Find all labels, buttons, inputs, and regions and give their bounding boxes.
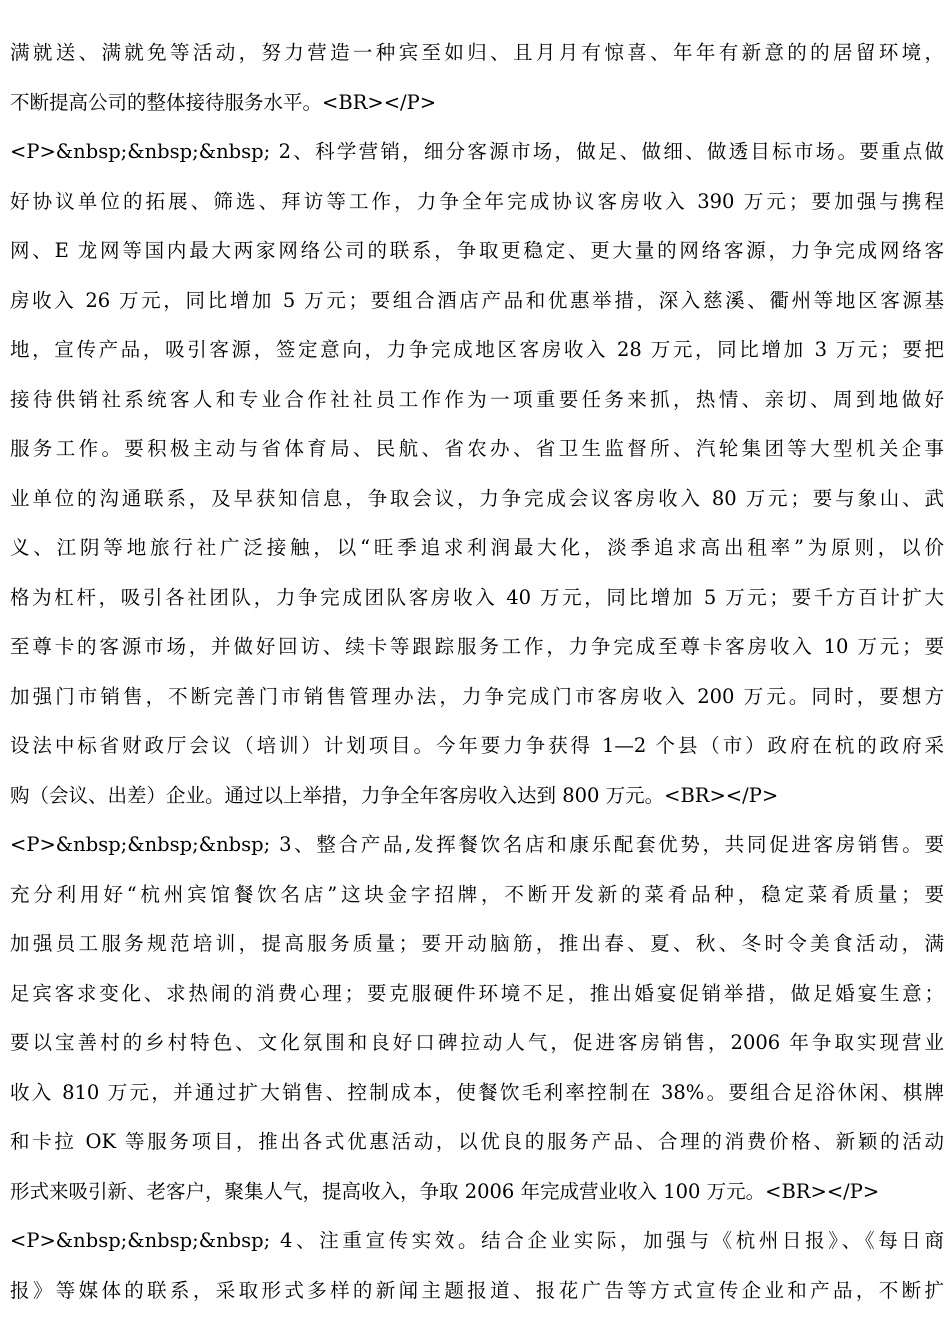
text-line: 和卡拉 OK 等服务项目，推出各式优惠活动，以优良的服务产品、合理的消费价格、新颖的活动 [10,1130,944,1153]
text-line: 不断提高公司的整体接待服务水平。<BR></P> [10,90,437,114]
text-line: 加强门市销售，不断完善门市销售管理办法，力争完成门市客房收入 200 万元。同时，要想方 [10,684,944,708]
text-line: 报》等媒体的联系，采取形式多样的新闻主题报道、报花广告等方式宣传企业和产品，不断扩 [10,1278,944,1302]
text-line: 购（会议、出差）企业。通过以上举措，力争全年客房收入达到 800 万元。<BR></P> [10,783,779,807]
text-line: 地，宣传产品，吸引客源，签定意向，力争完成地区客房收入 28 万元，同比增加 3 万元；要把 [10,338,944,361]
text-line: 服务工作。要积极主动与省体育局、民航、省农办、省卫生监督所、汽轮集团等大型机关企事 [10,437,944,460]
text-line: 满就送、满就免等活动，努力营造一种宾至如归、且月月有惊喜、年年有新意的的居留环境， [10,41,944,64]
text-line: 要以宝善村的乡村特色、文化氛围和良好口碑拉动人气，促进客房销售，2006 年争取实现营业 [10,1031,944,1054]
text-line: 足宾客求变化、求热闹的消费心理；要克服硬件环境不足，推出婚宴促销举措，做足婚宴生意； [10,981,944,1005]
text-line: 网、E 龙网等国内最大两家网络公司的联系，争取更稳定、更大量的网络客源，力争完成网络客 [10,239,944,262]
text-line: <P>&nbsp;&nbsp;&nbsp; 4、注重宣传实效。结合企业实际，加强与《杭州日报》、《每日商 [10,1229,944,1252]
text-line: 房收入 26 万元，同比增加 5 万元；要组合酒店产品和优惠举措，深入慈溪、衢州等地区客源基 [10,288,944,312]
text-line: 接待供销社系统客人和专业合作社社员工作作为一项重要任务来抓，热情、亲切、周到地做好 [10,387,944,411]
text-line: 好协议单位的拓展、筛选、拜访等工作，力争全年完成协议客房收入 390 万元；要加强与携程 [10,189,944,213]
text-line: 加强员工服务规范培训，提高服务质量；要开动脑筋，推出春、夏、秋、冬时令美食活动，满 [10,932,944,955]
text-line: 充分利用好“杭州宾馆餐饮名店”这块金字招牌，不断开发新的菜肴品种，稳定菜肴质量；要 [10,882,944,906]
text-line: 收入 810 万元，并通过扩大销售、控制成本，使餐饮毛利率控制在 38%。要组合足浴休闲、棋牌 [10,1080,944,1104]
text-line: <P>&nbsp;&nbsp;&nbsp; 3、整合产品,发挥餐饮名店和康乐配套优势，共同促进客房销售。要 [10,833,944,856]
text-line: 义、江阴等地旅行社广泛接触，以“旺季追求利润最大化，淡季追求高出租率”为原则，以价 [10,536,944,559]
text-line: 至尊卡的客源市场，并做好回访、续卡等跟踪服务工作，力争完成至尊卡客房收入 10 万元；要 [10,635,944,658]
text-line: 格为杠杆，吸引各社团队，力争完成团队客房收入 40 万元，同比增加 5 万元；要千方百计扩大 [10,585,944,609]
text-line: 形式来吸引新、老客户，聚集人气，提高收入，争取 2006 年完成营业收入 100 万元。<BR></P> [10,1179,880,1203]
text-line: 业单位的沟通联系，及早获知信息，争取会议，力争完成会议客房收入 80 万元；要与象山、武 [10,486,944,510]
text-line: <P>&nbsp;&nbsp;&nbsp; 2、科学营销，细分客源市场，做足、做细、做透目标市场。要重点做 [10,140,944,163]
text-line: 设法中标省财政厅会议（培训）计划项目。今年要力争获得 1—2 个县（市）政府在杭的政府采 [10,734,944,757]
document-page [10,0,944,1344]
